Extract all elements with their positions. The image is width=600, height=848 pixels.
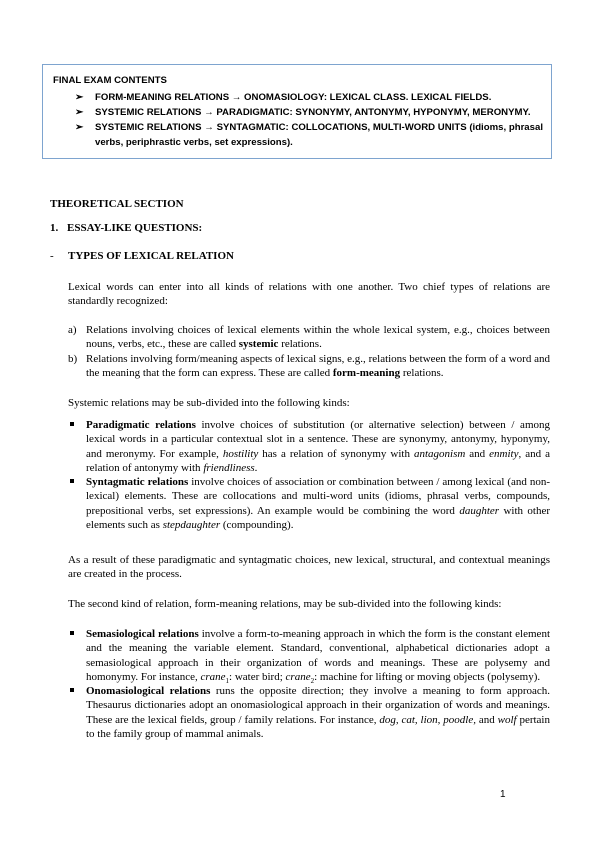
arrow-bullet-icon: ➢ — [75, 107, 84, 118]
italic-word: crane — [285, 670, 311, 683]
exam-contents-title: FINAL EXAM CONTENTS — [53, 75, 167, 86]
text: involve choices of substitution (or alternative selection) between / among lexical words in a particular contextual slot in a sentence. These are synonymy, antonymy, hyponymy, and meronymy. For example, — [86, 419, 550, 460]
section-title: THEORETICAL SECTION — [50, 198, 184, 210]
question-heading — [50, 222, 202, 234]
exam-item — [43, 105, 551, 120]
term: Paradigmatic relations — [86, 419, 196, 431]
types-heading — [50, 250, 234, 262]
text: : machine for lifting or moving objects (polysemy). — [314, 670, 541, 683]
italic-word: enmity — [489, 447, 519, 460]
exam-item-text: SYSTEMIC RELATIONS → SYNTAGMATIC: COLLOCATIONS, MULTI-WORD UNITS (idioms, phrasal verbs, periphrastic verbs, set expressions). — [95, 122, 543, 148]
term: Onomasiological relations — [86, 685, 211, 698]
arrow-bullet-icon: ➢ — [75, 122, 84, 133]
list-item-text: relations. — [278, 338, 322, 351]
intro-paragraph: Lexical words can enter into all kinds of relations with one another. Two chief types of relations are standardly recognized: — [68, 281, 550, 308]
subscript: 2 — [310, 677, 315, 686]
list-item-bold: form-meaning — [332, 366, 401, 379]
square-bullet-icon — [70, 479, 74, 483]
text: has a relation of synonymy with — [258, 447, 414, 460]
exam-contents-box — [42, 64, 552, 159]
result-paragraph: As a result of these paradigmatic and syntagmatic choices, new lexical, structural, and contextual meanings are created in the process. — [68, 554, 550, 581]
question-number: 1. — [50, 222, 59, 234]
italic-word: dog, cat, lion, poodle, — [379, 713, 476, 726]
text: and — [475, 713, 498, 726]
text: runs the opposite direction; they involve a meaning to form approach. Thesaurus dictionaries adopt an onomasiological approach in their organization of words and meanings. These are the lexical fields, group / family relations. For instance, — [86, 685, 550, 726]
exam-item — [43, 120, 551, 150]
list-item — [68, 323, 550, 352]
exam-item-text: SYSTEMIC RELATIONS → PARADIGMATIC: SYNONYMY, ANTONYMY, HYPONYMY, MERONYMY. — [95, 107, 531, 118]
text: pertain to the family group of mammal animals. — [86, 713, 550, 741]
text: (compounding). — [220, 519, 294, 532]
second-kind-paragraph: The second kind of relation, form-meaning relations, may be sub-divided into the following kinds: — [68, 598, 502, 610]
text: : water bird; — [229, 670, 286, 683]
systemic-intro: Systemic relations may be sub-divided into the following kinds: — [68, 397, 350, 409]
text: with other elements such as — [86, 504, 550, 532]
italic-word: antagonism — [413, 447, 466, 460]
italic-word: wolf — [497, 713, 517, 726]
list-item — [68, 352, 550, 381]
text: and — [465, 447, 490, 460]
italic-word: hostility — [222, 447, 259, 460]
dash-marker: - — [50, 250, 54, 262]
form-meaning-bullet-list — [68, 627, 550, 741]
text: involve choices of association or combination between / among lexical (and non-lexical) elements. These are collocations and multi-word units (idioms, phrasal verbs, compounds, prepositional verbs, set expressions). An example would be combining the word — [86, 476, 550, 517]
list-item-text: Relations involving form/meaning aspects of lexical signs, e.g., relations between the form of a word and the meaning that the form can express. These are called — [86, 352, 550, 379]
page-number: 1 — [500, 789, 506, 800]
list-marker: b) — [68, 352, 78, 365]
italic-word: crane — [200, 670, 226, 683]
term: Syntagmatic relations — [86, 476, 189, 489]
exam-item-text: FORM-MEANING RELATIONS → ONOMASIOLOGY: LEXICAL CLASS. LEXICAL FIELDS. — [95, 92, 492, 103]
list-item-paradigmatic — [68, 418, 550, 475]
arrow-bullet-icon: ➢ — [75, 92, 84, 103]
exam-item — [43, 90, 551, 105]
list-item-text: relations. — [400, 366, 444, 379]
term: Semasiological relations — [86, 628, 199, 640]
relation-types-list — [68, 323, 550, 380]
question-heading-text: ESSAY-LIKE QUESTIONS: — [67, 222, 203, 234]
italic-word: friendliness — [203, 461, 255, 474]
types-heading-text: TYPES OF LEXICAL RELATION — [68, 250, 234, 262]
list-item-semasiological — [68, 627, 550, 684]
text: . — [254, 461, 258, 474]
text: , and a relation of antonymy with — [86, 447, 551, 474]
list-marker: a) — [68, 324, 77, 336]
list-item-onomasiological — [68, 684, 550, 741]
square-bullet-icon — [70, 688, 74, 692]
text: involve a form-to-meaning approach in which the form is the constant element and the meaning the variable element. Standard, conventional, alphabetical dictionaries adopt a semasiological approach in their organization of words and meanings. These are polysemy and homonymy. For instance, — [86, 628, 550, 683]
square-bullet-icon — [70, 631, 74, 635]
list-item-syntagmatic — [68, 475, 550, 532]
list-item-text: Relations involving choices of lexical elements within the whole lexical system, e.g., choices between nouns, verbs, etc., these are called — [86, 324, 550, 351]
subscript: 1 — [225, 677, 230, 686]
square-bullet-icon — [70, 422, 74, 426]
list-item-bold: systemic — [238, 338, 279, 351]
systemic-bullet-list — [68, 418, 550, 532]
italic-word: daughter — [459, 504, 500, 517]
italic-word: stepdaughter — [162, 519, 221, 532]
